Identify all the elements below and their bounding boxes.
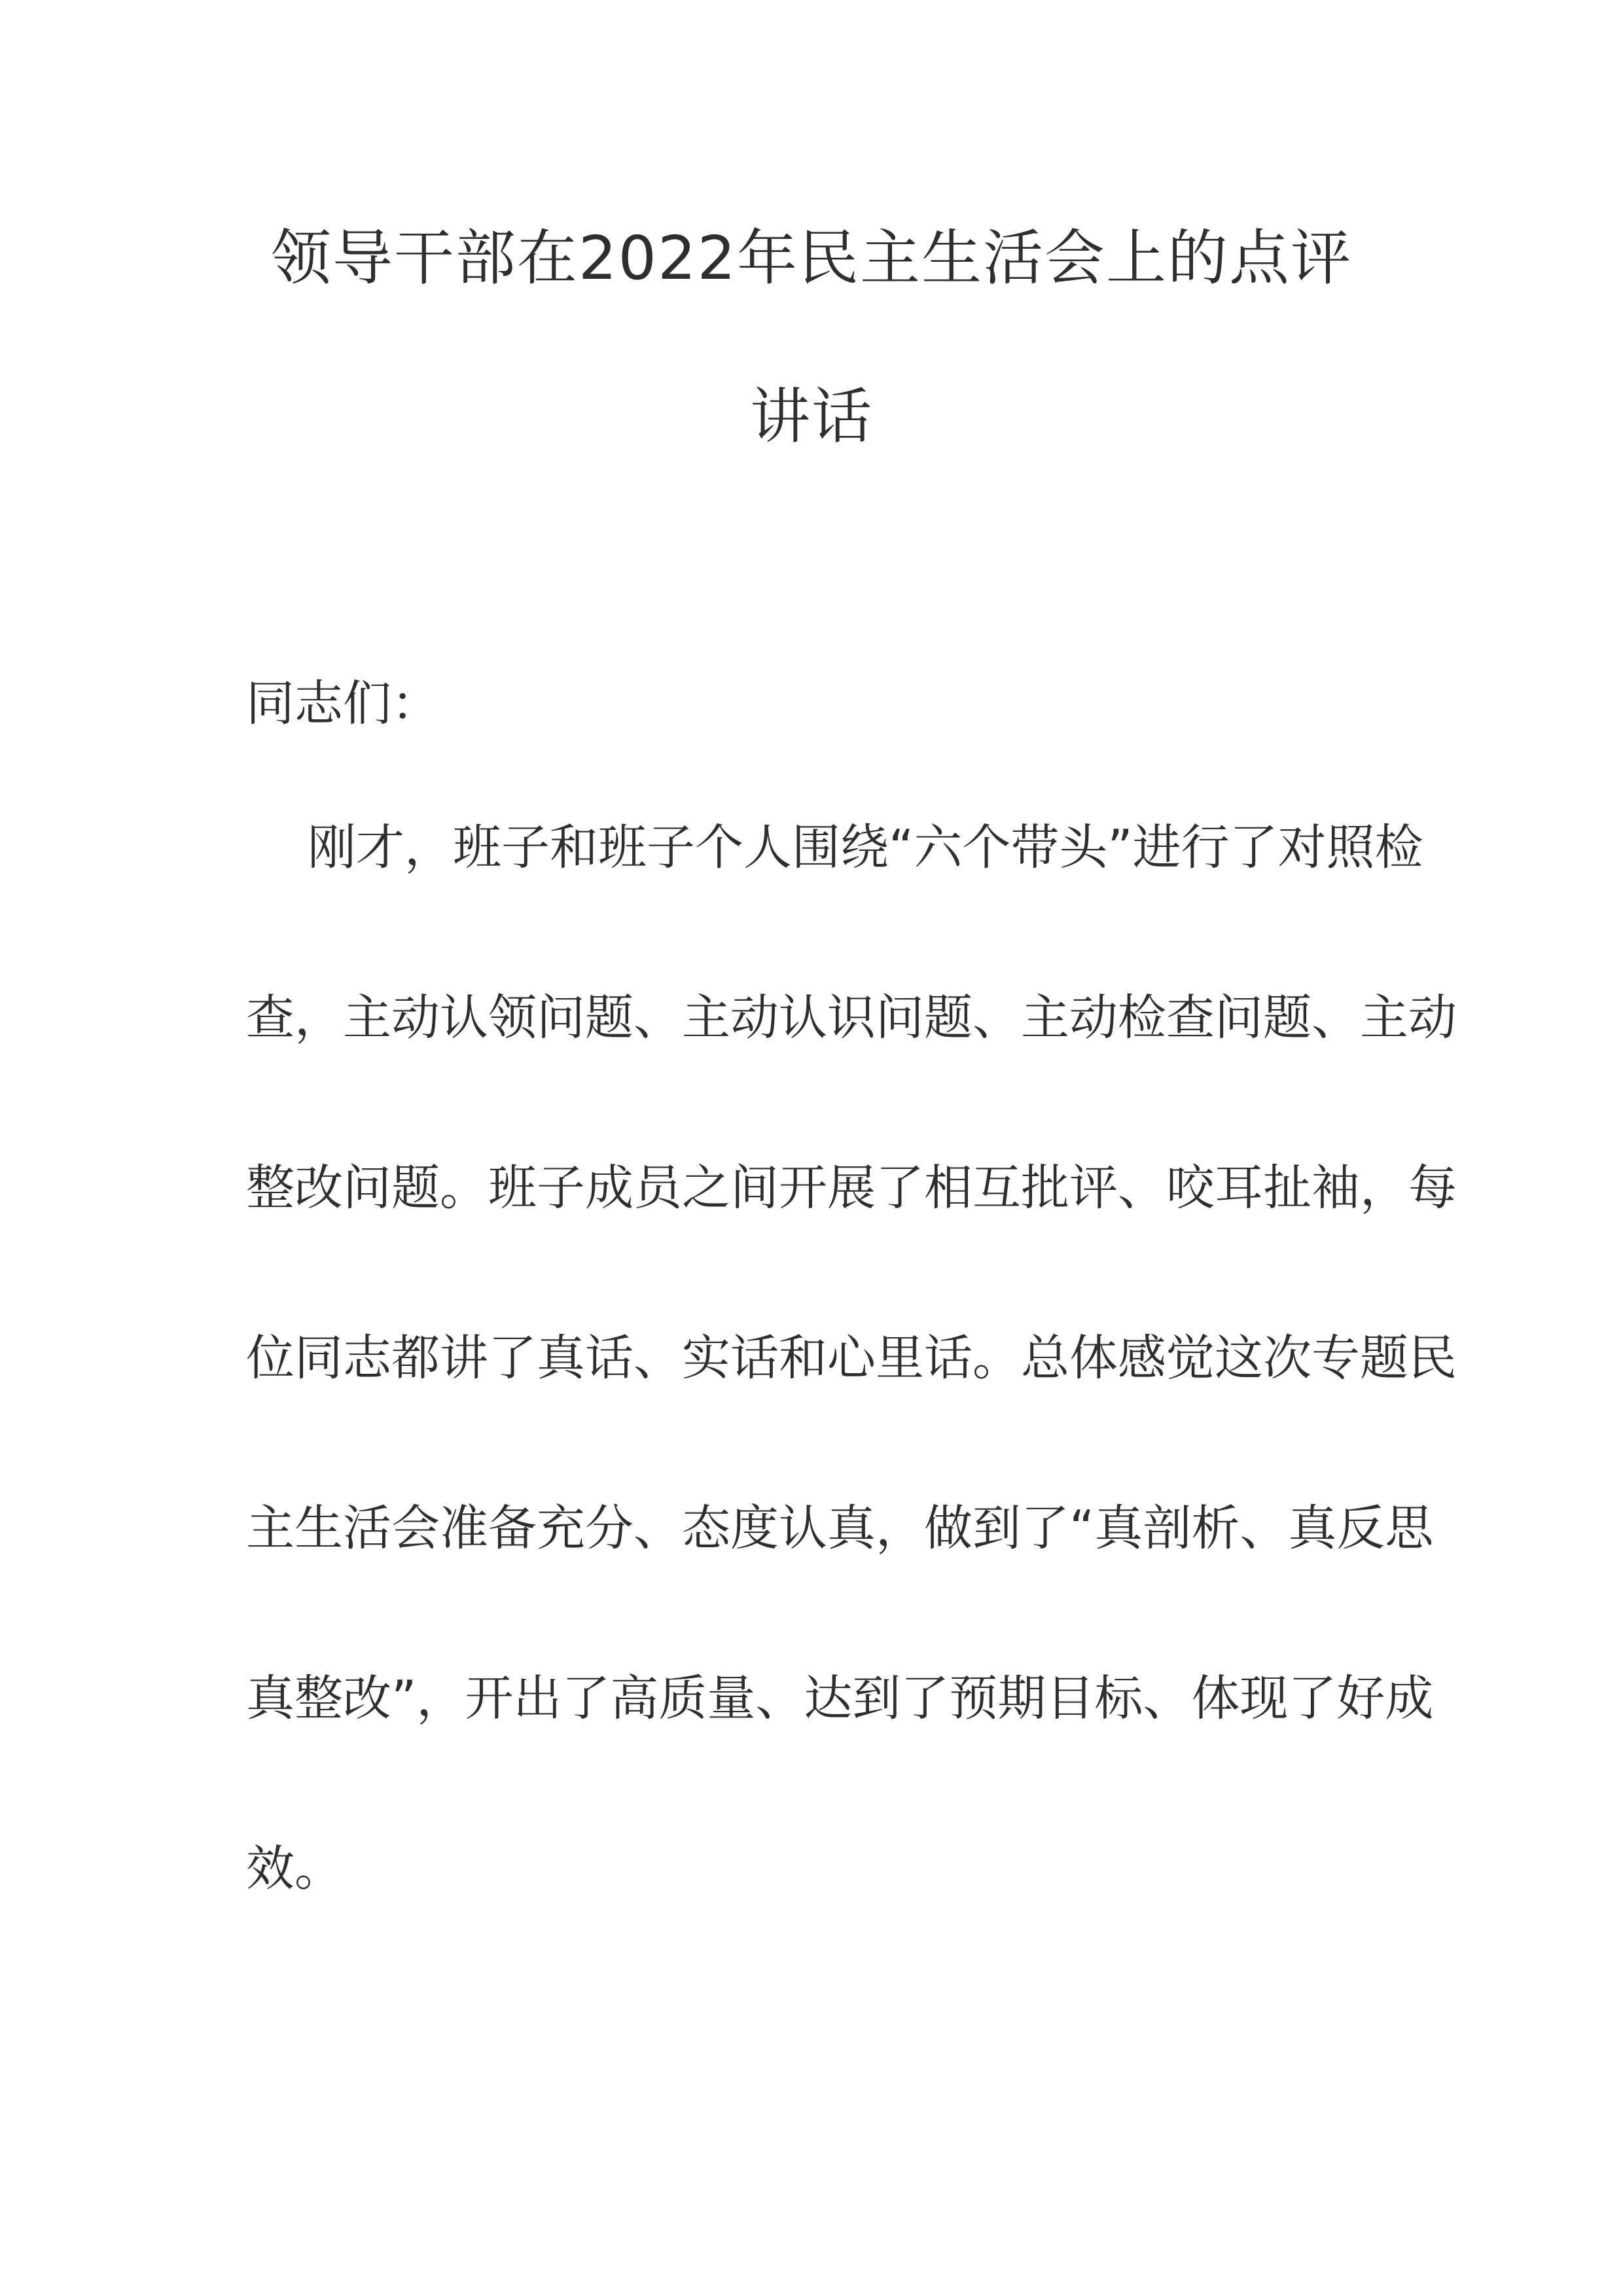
paragraph-line-4: 位同志都讲了真话、实话和心里话。总体感觉这次专题民 <box>246 1330 1457 1386</box>
salutation: 同志们： <box>246 675 440 732</box>
paragraph-line-2: 查，主动认领问题、主动认识问题、主动检查问题、主动 <box>246 990 1457 1046</box>
paragraph-line-5: 主生活会准备充分、态度认真，做到了“真剖析、真反思 <box>246 1500 1434 1556</box>
paragraph-line-6: 真整改”，开出了高质量、达到了预期目标、体现了好成 <box>246 1670 1434 1727</box>
paragraph-line-7: 效。 <box>246 1840 343 1897</box>
document-title-line-2: 讲话 <box>749 382 873 452</box>
paragraph-line-1: 刚才，班子和班子个人围绕“六个带头”进行了对照检 <box>308 819 1423 876</box>
document-title-line-1: 领导干部在2022年民主生活会上的点评 <box>270 223 1353 293</box>
paragraph-line-3: 整改问题。班子成员之间开展了相互批评、咬耳扯袖，每 <box>246 1160 1457 1216</box>
